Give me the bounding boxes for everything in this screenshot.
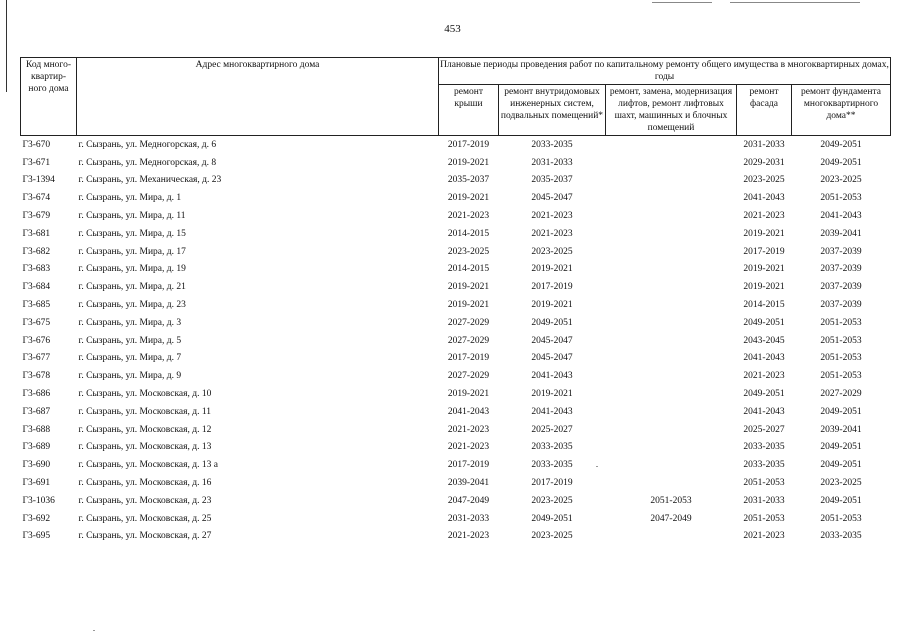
page-number: 453 <box>444 23 461 35</box>
cell-facade: 2021-2023 <box>743 371 785 382</box>
cell-facade: 2049-2051 <box>743 389 785 400</box>
cell-systems: 2019-2021 <box>531 389 573 400</box>
cell-elevators: 2051-2053 <box>650 495 692 506</box>
cell-roof: 2017-2019 <box>447 460 490 471</box>
table-row <box>21 528 891 546</box>
cell-facade: 2041-2043 <box>743 193 785 204</box>
cell-systems: 2035-2037 <box>531 175 573 186</box>
cell-code: Г3-670 <box>22 139 51 150</box>
cell-roof: 2035-2037 <box>447 175 490 186</box>
table-row <box>21 332 891 350</box>
table-row <box>21 385 891 403</box>
cell-elevators <box>606 367 737 385</box>
cell-systems: 2023-2025 <box>531 246 573 257</box>
cell-roof: 2041-2043 <box>447 406 490 417</box>
cell-facade: 2043-2045 <box>743 335 785 346</box>
table-row <box>21 261 891 279</box>
cell-elevators <box>606 350 737 368</box>
cell-roof: 2017-2019 <box>447 353 490 364</box>
cell-systems: 2017-2019 <box>531 282 573 293</box>
cell-foundation: 2037-2039 <box>820 300 862 311</box>
cell-code: Г3-692 <box>22 513 51 524</box>
header-elevators: ремонт, замена, модернизация лифтов, ремонт лифтовых шахт, машинных и блочных помещений <box>606 85 737 136</box>
cell-facade: 2021-2023 <box>743 531 785 542</box>
cell-code: Г3-688 <box>22 424 51 435</box>
cell-elevators <box>606 207 737 225</box>
cell-roof: 2017-2019 <box>447 139 490 150</box>
cell-code: Г3-684 <box>22 282 51 293</box>
cell-roof: 2023-2025 <box>447 246 490 257</box>
cell-code: Г3-689 <box>22 442 51 453</box>
cell-systems: 2033-2035 <box>531 442 573 453</box>
cell-roof: 2021-2023 <box>447 531 490 542</box>
cell-systems: 2023-2025 <box>531 531 573 542</box>
table-row <box>21 172 891 190</box>
cell-elevators <box>606 136 737 154</box>
cell-systems: 2033-2035 <box>531 460 573 471</box>
table-row <box>21 296 891 314</box>
cell-facade: 2049-2051 <box>743 317 785 328</box>
cell-address: г. Сызрань, ул. Московская, д. 23 <box>78 495 212 506</box>
table-row <box>21 154 891 172</box>
cell-facade: 2014-2015 <box>743 300 785 311</box>
cell-address: г. Сызрань, ул. Мира, д. 7 <box>78 353 182 364</box>
cell-code: Г3-695 <box>22 531 51 542</box>
cell-facade: 2019-2021 <box>743 228 785 239</box>
cell-systems: 2033-2035 <box>531 139 573 150</box>
capital-repair-table <box>20 57 891 545</box>
cell-foundation: 2041-2043 <box>820 211 862 222</box>
cell-address: г. Сызрань, ул. Мира, д. 17 <box>78 246 186 257</box>
cell-foundation: 2027-2029 <box>820 389 862 400</box>
table-row <box>21 189 891 207</box>
cell-roof: 2027-2029 <box>447 317 490 328</box>
cell-address: г. Сызрань, ул. Медногорская, д. 8 <box>78 157 217 168</box>
cell-elevators <box>606 278 737 296</box>
cell-systems: 2019-2021 <box>531 300 573 311</box>
cell-code: Г3-682 <box>22 246 51 257</box>
cell-address: г. Сызрань, ул. Механическая, д. 23 <box>78 175 222 186</box>
cell-address: г. Сызрань, ул. Мира, д. 5 <box>78 335 182 346</box>
table-row <box>21 278 891 296</box>
cell-code: Г3-683 <box>22 264 51 275</box>
cell-elevators <box>606 314 737 332</box>
cell-systems: 2041-2043 <box>531 371 573 382</box>
cell-elevators <box>606 456 737 474</box>
cell-foundation: 2033-2035 <box>820 531 862 542</box>
table-row <box>21 510 891 528</box>
cell-roof: 2021-2023 <box>447 424 490 435</box>
table-row <box>21 367 891 385</box>
cell-address: г. Сызрань, ул. Мира, д. 9 <box>78 371 182 382</box>
cell-elevators <box>606 154 737 172</box>
cell-address: г. Сызрань, ул. Мира, д. 19 <box>78 264 186 275</box>
header-systems: ремонт внутридомовых инженерных систем, подвальных помещений* <box>499 85 606 136</box>
header-code: Код много-квартир-ного дома <box>21 58 77 136</box>
cell-address: г. Сызрань, ул. Мира, д. 3 <box>78 317 182 328</box>
cell-code: Г3-687 <box>22 406 51 417</box>
cell-systems: 2045-2047 <box>531 193 573 204</box>
table-row <box>21 403 891 421</box>
cell-elevators <box>606 296 737 314</box>
header-address: Адрес многоквартирного дома <box>77 58 439 136</box>
cell-code: Г3-674 <box>22 193 51 204</box>
cell-elevators <box>606 528 737 546</box>
cell-facade: 2041-2043 <box>743 353 785 364</box>
cell-facade: 2051-2053 <box>743 478 785 489</box>
cell-roof: 2021-2023 <box>447 442 490 453</box>
table-row <box>21 243 891 261</box>
cell-facade: 2017-2019 <box>743 246 785 257</box>
cell-systems: 2017-2019 <box>531 478 573 489</box>
cell-address: г. Сызрань, ул. Мира, д. 11 <box>78 211 186 222</box>
cell-code: Г3-686 <box>22 389 51 400</box>
cell-address: г. Сызрань, ул. Медногорская, д. 6 <box>78 139 217 150</box>
cell-elevators <box>606 474 737 492</box>
cell-facade: 2029-2031 <box>743 157 785 168</box>
cell-code: Г3-685 <box>22 300 51 311</box>
cell-code: Г3-677 <box>22 353 51 364</box>
cell-address: г. Сызрань, ул. Московская, д. 25 <box>78 513 212 524</box>
cell-elevators <box>606 403 737 421</box>
cell-facade: 2033-2035 <box>743 460 785 471</box>
cell-foundation: 2049-2051 <box>820 460 862 471</box>
cell-roof: 2047-2049 <box>447 495 490 506</box>
cell-systems: 2045-2047 <box>531 353 573 364</box>
cell-systems: 2045-2047 <box>531 335 573 346</box>
table-row <box>21 225 891 243</box>
cell-foundation: 2049-2051 <box>820 157 862 168</box>
scan-dot <box>93 630 95 631</box>
cell-code: Г3-679 <box>22 211 51 222</box>
table-row <box>21 456 891 474</box>
cell-code: Г3-671 <box>22 157 51 168</box>
cell-elevators <box>606 421 737 439</box>
cell-code: Г3-678 <box>22 371 51 382</box>
cell-roof: 2019-2021 <box>447 300 490 311</box>
cell-address: г. Сызрань, ул. Московская, д. 16 <box>78 478 212 489</box>
cell-address: г. Сызрань, ул. Мира, д. 23 <box>78 300 186 311</box>
table-row <box>21 207 891 225</box>
cell-code: Г3-1394 <box>22 175 55 186</box>
cell-facade: 2031-2033 <box>743 139 785 150</box>
cell-facade: 2023-2025 <box>743 175 785 186</box>
cell-facade: 2033-2035 <box>743 442 785 453</box>
cell-address: г. Сызрань, ул. Московская, д. 10 <box>78 389 212 400</box>
cell-foundation: 2023-2025 <box>820 478 862 489</box>
cell-code: Г3-681 <box>22 228 51 239</box>
cell-elevators <box>606 385 737 403</box>
cell-facade: 2051-2053 <box>743 513 785 524</box>
cell-elevators <box>606 243 737 261</box>
cell-roof: 2014-2015 <box>447 264 490 275</box>
header-foundation: ремонт фундамента многоквартирного дома** <box>792 85 891 136</box>
cell-code: Г3-1036 <box>22 495 55 506</box>
scan-left-rule <box>6 0 7 92</box>
cell-foundation: 2039-2041 <box>820 228 862 239</box>
cell-code: Г3-691 <box>22 478 51 489</box>
cell-foundation: 2049-2051 <box>820 495 862 506</box>
cell-elevators <box>606 261 737 279</box>
cell-roof: 2014-2015 <box>447 228 490 239</box>
cell-elevators <box>606 332 737 350</box>
header-roof: ремонт крыши <box>439 85 499 136</box>
cell-systems: 2031-2033 <box>531 157 573 168</box>
cell-systems: 2049-2051 <box>531 317 573 328</box>
table-row <box>21 421 891 439</box>
cell-facade: 2025-2027 <box>743 424 785 435</box>
cell-foundation: 2037-2039 <box>820 246 862 257</box>
cell-address: г. Сызрань, ул. Мира, д. 15 <box>78 228 186 239</box>
cell-address: г. Сызрань, ул. Московская, д. 13 <box>78 442 212 453</box>
cell-code: Г3-675 <box>22 317 51 328</box>
table-row <box>21 474 891 492</box>
cell-facade: 2031-2033 <box>743 495 785 506</box>
scan-top-mark <box>730 2 860 3</box>
cell-systems: 2041-2043 <box>531 406 573 417</box>
cell-foundation: 2051-2053 <box>820 193 862 204</box>
cell-roof: 2019-2021 <box>447 193 490 204</box>
cell-elevators: 2047-2049 <box>650 513 692 524</box>
cell-systems: 2021-2023 <box>531 228 573 239</box>
table-row <box>21 350 891 368</box>
cell-systems: 2049-2051 <box>531 513 573 524</box>
cell-roof: 2031-2033 <box>447 513 490 524</box>
cell-systems: 2019-2021 <box>531 264 573 275</box>
cell-code: Г3-676 <box>22 335 51 346</box>
cell-elevators <box>606 225 737 243</box>
cell-foundation: 2049-2051 <box>820 139 862 150</box>
cell-facade: 2041-2043 <box>743 406 785 417</box>
table-row <box>21 314 891 332</box>
cell-foundation: 2049-2051 <box>820 442 862 453</box>
cell-facade: 2021-2023 <box>743 211 785 222</box>
scan-top-mark <box>652 2 712 3</box>
cell-foundation: 2051-2053 <box>820 317 862 328</box>
cell-address: г. Сызрань, ул. Мира, д. 1 <box>78 193 182 204</box>
header-facade: ремонт фасада <box>737 85 792 136</box>
table-body <box>21 136 891 546</box>
cell-systems: 2021-2023 <box>531 211 573 222</box>
cell-facade: 2019-2021 <box>743 264 785 275</box>
cell-elevators <box>606 172 737 190</box>
cell-address: г. Сызрань, ул. Мира, д. 21 <box>78 282 186 293</box>
cell-roof: 2027-2029 <box>447 335 490 346</box>
cell-foundation: 2037-2039 <box>820 264 862 275</box>
cell-foundation: 2039-2041 <box>820 424 862 435</box>
cell-foundation: 2051-2053 <box>820 335 862 346</box>
cell-roof: 2039-2041 <box>447 478 490 489</box>
cell-roof: 2019-2021 <box>447 389 490 400</box>
cell-elevators <box>606 439 737 457</box>
cell-foundation: 2023-2025 <box>820 175 862 186</box>
cell-systems: 2025-2027 <box>531 424 573 435</box>
table-row <box>21 439 891 457</box>
cell-address: г. Сызрань, ул. Московская, д. 27 <box>78 531 212 542</box>
cell-roof: 2019-2021 <box>447 157 490 168</box>
cell-foundation: 2051-2053 <box>820 371 862 382</box>
cell-foundation: 2051-2053 <box>820 353 862 364</box>
cell-address: г. Сызрань, ул. Московская, д. 12 <box>78 424 212 435</box>
cell-facade: 2019-2021 <box>743 282 785 293</box>
cell-roof: 2019-2021 <box>447 282 490 293</box>
cell-roof: 2021-2023 <box>447 211 490 222</box>
cell-foundation: 2051-2053 <box>820 513 862 524</box>
cell-elevators <box>606 189 737 207</box>
table-row <box>21 136 891 154</box>
cell-foundation: 2049-2051 <box>820 406 862 417</box>
table-row <box>21 492 891 510</box>
header-periods-group: Плановые периоды проведения работ по капитальному ремонту общего имущества в многоквартирных домах, годы <box>439 58 891 85</box>
cell-systems: 2023-2025 <box>531 495 573 506</box>
cell-address: г. Сызрань, ул. Московская, д. 11 <box>78 406 211 417</box>
cell-roof: 2027-2029 <box>447 371 490 382</box>
cell-code: Г3-690 <box>22 460 51 471</box>
cell-foundation: 2037-2039 <box>820 282 862 293</box>
cell-address: г. Сызрань, ул. Московская, д. 13 а <box>78 460 218 471</box>
